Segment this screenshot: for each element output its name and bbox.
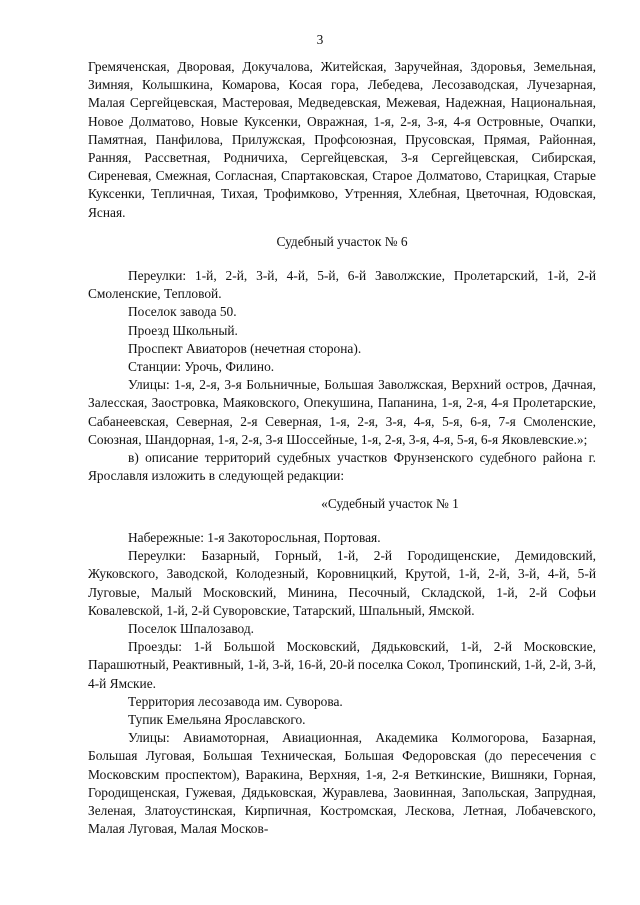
continuation-block — [88, 58, 596, 222]
district-1-paragraph: Набережные: 1-я Закоторосльная, Портовая. — [128, 530, 381, 545]
district-6-body — [88, 267, 596, 485]
district-1-heading: «Судебный участок № 1 — [321, 496, 459, 511]
district-1-paragraph: Территория лесозавода им. Суворова. — [128, 693, 343, 709]
district-6-paragraph: Проезд Школьный. — [128, 322, 238, 338]
district-1-paragraph: Улицы: Авиамоторная, Авиационная, Академика Колмогорова, Базарная, Большая Луговая, Большая Техническая, Большая Федоровская (до пересечения с Московским проспектом), Варакина, Верхняя, 1-я, 2-я Веткинские, Вишняки, Горная, Городищенская, Гужевая, Дядьковская, Журавлева, Заовинная, Запольская, Запрудная, Зеленая, Златоустинская, Кирпичная, Костромская, Лескова, Летная, Лобачевского, Малая Луговая, Малая Москов- — [88, 730, 596, 837]
district-1-paragraph: Поселок Шпалозавод. — [128, 621, 255, 637]
district-1-paragraph: Проезды: 1-й Большой Московский, Дядьковский, 1-й, 2-й Московские, Парашютный, Реактивный, 1-й, 3-й, 16-й, 20-й поселка Сокол, Тропинский, 1-й, 2-й, 3-й, 4-й Ямские. — [88, 639, 596, 691]
district-6-paragraph: Поселок завода 50. — [128, 304, 237, 320]
district-1-paragraph: Переулки: Базарный, Горный, 1-й, 2-й Городищенские, Демидовский, Жуковского, Заводской, Колодезный, Коровницкий, Крутой, 1-й, 2-й, 3-й, 4-й, 5-й Луговые, Малый Московский, Минина, Песочный, Складской, 1-й, 2-й Софьи Ковалевской, 1-й, 2-й Суворовские, Татарский, Шпальный, Ямской. — [88, 548, 596, 618]
district-1-paragraph: Тупик Емельяна Ярославского. — [128, 712, 306, 728]
district-1-body — [88, 529, 596, 838]
page-number: 3 — [316, 32, 324, 47]
district-6-heading: Судебный участок № 6 — [276, 234, 408, 249]
district-6-paragraph: в) описание территорий судебных участков Фрунзенского судебного района г. Ярославля изложить в следующей редакции: — [88, 450, 596, 484]
district-6-heading-block — [88, 233, 596, 251]
district-6-paragraph: Проспект Авиаторов (нечетная сторона). — [128, 340, 362, 356]
district-6-paragraph: Станции: Урочь, Филино. — [128, 359, 275, 375]
district-6-paragraph: Переулки: 1-й, 2-й, 3-й, 4-й, 5-й, 6-й Заволжские, Пролетарский, 1-й, 2-й Смоленские, Тепловой. — [88, 268, 596, 302]
district-6-paragraph: Улицы: 1-я, 2-я, 3-я Больничные, Большая Заволжская, Верхний остров, Дачная, Залесская, Заостровка, Маяковского, Опекушина, Папанина, 1-я, 2-я, 4-я Пролетарские, Сабанеевская, Северная, 2-я Северная, 1-я, 2-я, 3-я, 4-я, 5-я, 6-я, 7-я Смоленские, Союзная, Шандорная, 1-я, 2-я, 3-я Шоссейные, 1-я, 2-я, 3-я, 4-я, 5-я, 6-я Яковлевские.»; — [88, 377, 596, 447]
district-1-heading-block — [88, 495, 596, 513]
continuation-paragraph: Гремяченская, Дворовая, Докучалова, Житейская, Заручейная, Здоровья, Земельная, Зимняя, Колышкина, Комарова, Косая гора, Лебедева, Лесозаводская, Лучезарная, Малая Сергейцевская, Мастеровая, Медведевская, Межевая, Надежная, Национальная, Новое Долматово, Новые Куксенки, Овражная, 1-я, 2-я, 3-я, 4-я Островные, Очапки, Памятная, Панфилова, Прилужская, Профсоюзная, Прусовская, Прямая, Районная, Ранняя, Рассветная, Родничиха, Сергейцевская, 3-я Сергейцевская, Сибирская, Сиреневая, Смежная, Согласная, Спартаковская, Старое Долматово, Старицкая, Старые Куксенки, Тепличная, Тихая, Трофимково, Утренняя, Хлебная, Цветочная, Юдовская, Ясная. — [88, 59, 596, 220]
